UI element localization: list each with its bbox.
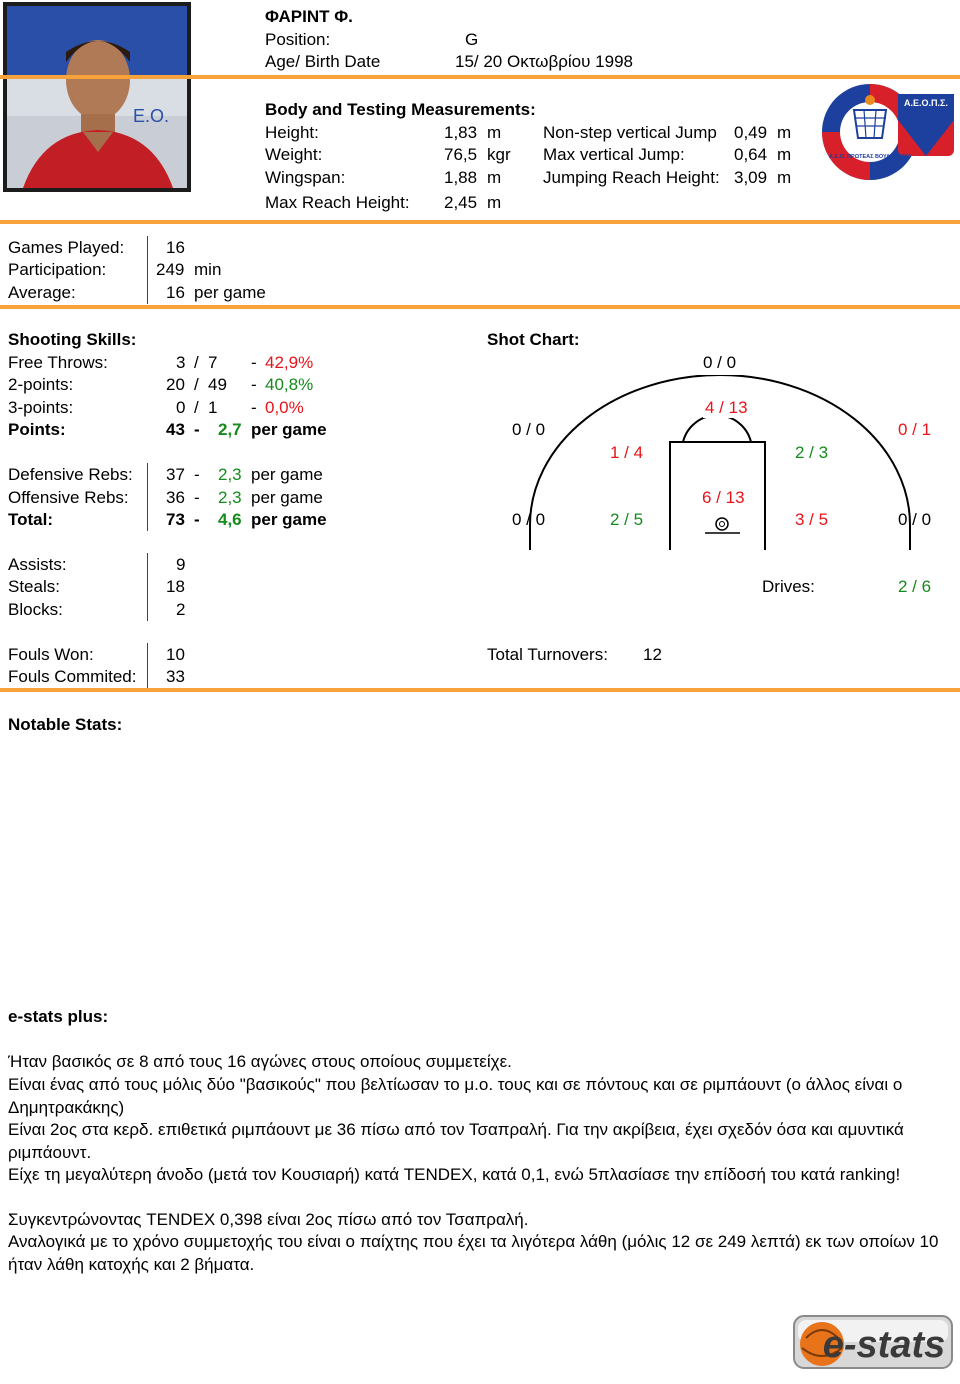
drives-value: 2 / 6 (898, 577, 932, 596)
assists-label: Assists: (8, 555, 67, 574)
points-total: 43 (166, 420, 185, 439)
total-rebs-label: Total: (8, 510, 54, 529)
jump-reach-unit: m (777, 168, 792, 187)
shot-chart-title: Shot Chart: (487, 330, 580, 349)
free-throws-att: 7 (208, 353, 218, 372)
free-throws-pct: 42,9% (265, 353, 314, 372)
max-jump-value: 0,64 (734, 145, 768, 164)
reach-value: 2,45 (444, 193, 478, 212)
nonstep-jump-value: 0,49 (734, 123, 768, 142)
nonstep-jump-label: Non-step vertical Jump (543, 123, 717, 142)
two-points-made: 20 (166, 375, 185, 394)
blocks-label: Blocks: (8, 600, 63, 619)
wingspan-value: 1,88 (444, 168, 478, 187)
three-points-label: 3-points: (8, 398, 74, 417)
player-photo (3, 2, 191, 192)
zone-right-base: 3 / 5 (795, 510, 829, 529)
rim (716, 518, 728, 530)
two-points-att: 49 (208, 375, 227, 394)
total-rebs-total: 73 (166, 510, 185, 529)
off-rebs-label: Offensive Rebs: (8, 488, 129, 507)
estats-note: Είχε τη μεγαλύτερη άνοδο (μετά τον Κουσιαρή) κατά TENDEX, κατά 0,1, ενώ 5πλασίασε την επίδοσή του κατά ranking! (8, 1165, 901, 1184)
team-logo-text-top: Α.Ε.Ο.Π.Σ. (904, 98, 948, 108)
def-rebs-dash: - (194, 465, 200, 484)
off-rebs-dash: - (194, 488, 200, 507)
points-label: Points: (8, 420, 66, 439)
assists-value: 9 (176, 555, 186, 574)
max-jump-label: Max vertical Jump: (543, 145, 685, 164)
off-rebs-avg: 2,3 (218, 488, 242, 507)
reach-label: Max Reach Height: (265, 193, 410, 212)
participation-unit: min (194, 260, 222, 279)
free-throws-dash: - (251, 353, 257, 372)
birth-value: 15/ 20 Οκτωβρίου 1998 (455, 52, 633, 71)
estats-note: Είναι ένας από τους μόλις δύο "βασικούς" που βελτίωσαν το μ.ο. τους και σε πόντους και σε ριμπάουντ (ο άλλος είναι ο Δημητρακάκης) (8, 1075, 903, 1117)
shooting-title: Shooting Skills: (8, 330, 137, 349)
weight-value: 76,5 (444, 145, 478, 164)
games-played-label: Games Played: (8, 238, 125, 257)
free-throws-made: 3 (176, 353, 186, 372)
estats-note: Συγκεντρώνοντας TENDEX 0,398 είναι 2ος πίσω από τον Τσαπραλή. (8, 1210, 529, 1229)
measurements-title: Body and Testing Measurements: (265, 100, 536, 119)
zone-left-corner-lower: 0 / 0 (512, 510, 546, 529)
estats-logo-text: e-stats (822, 1324, 946, 1366)
wingspan-unit: m (487, 168, 502, 187)
column-separator (147, 553, 148, 621)
turnovers-value: 12 (643, 645, 662, 664)
two-points-dash: - (251, 375, 257, 394)
turnovers-label: Total Turnovers: (487, 645, 608, 664)
off-rebs-unit: per game (251, 488, 323, 507)
player-name: ΦΑΡΙΝΤ Φ. (265, 7, 353, 26)
average-unit: per game (194, 283, 266, 302)
points-unit: per game (251, 420, 327, 439)
section-divider (0, 305, 960, 309)
rim-center (720, 522, 725, 527)
def-rebs-label: Defensive Rebs: (8, 465, 133, 484)
zone-left-corner-upper: 0 / 0 (512, 420, 546, 439)
reach-unit: m (487, 193, 502, 212)
total-rebs-unit: per game (251, 510, 327, 529)
photo-text: Ε.Ο. (133, 106, 170, 126)
zone-top: 0 / 0 (703, 353, 737, 372)
column-separator (147, 463, 148, 531)
team-logo-text-bottom: Α.Ε.Ο. ΠΡΩΤΕΑΣ ΒΟΥΛΑΣ 1980 (829, 154, 911, 160)
weight-label: Weight: (265, 145, 323, 164)
fouls-committed-label: Fouls Commited: (8, 667, 137, 686)
off-rebs-total: 36 (166, 488, 185, 507)
participation-label: Participation: (8, 260, 107, 279)
birth-label: Age/ Birth Date (265, 52, 381, 71)
position-label: Position: (265, 30, 331, 49)
wingspan-label: Wingspan: (265, 168, 346, 187)
three-points-sep: / (194, 398, 199, 417)
three-points-att: 1 (208, 398, 218, 417)
estats-logo (792, 1310, 954, 1374)
section-divider (0, 75, 960, 79)
height-label: Height: (265, 123, 319, 142)
section-divider (0, 688, 960, 692)
steals-label: Steals: (8, 577, 60, 596)
estats-plus-title: e-stats plus: (8, 1007, 109, 1026)
two-points-sep: / (194, 375, 199, 394)
free-throws-sep: / (194, 353, 199, 372)
two-points-pct: 40,8% (265, 375, 314, 394)
section-divider (0, 220, 960, 224)
position-value: G (465, 30, 479, 49)
steals-value: 18 (166, 577, 185, 596)
zone-right-corner-upper: 0 / 1 (898, 420, 932, 439)
drives-label: Drives: (762, 577, 815, 596)
zone-right-corner-lower: 0 / 0 (898, 510, 932, 529)
points-avg: 2,7 (218, 420, 242, 439)
def-rebs-unit: per game (251, 465, 323, 484)
average-label: Average: (8, 283, 76, 302)
three-points-made: 0 (176, 398, 186, 417)
zone-paint: 6 / 13 (702, 488, 745, 507)
participation-value: 249 (156, 260, 185, 279)
team-logo (818, 80, 958, 184)
fouls-committed-value: 33 (166, 667, 185, 686)
jump-reach-label: Jumping Reach Height: (543, 168, 720, 187)
column-separator (147, 236, 148, 304)
weight-unit: kgr (487, 145, 511, 164)
def-rebs-avg: 2,3 (218, 465, 242, 484)
two-points-label: 2-points: (8, 375, 74, 394)
height-value: 1,83 (444, 123, 478, 142)
blocks-value: 2 (176, 600, 186, 619)
total-rebs-avg: 4,6 (218, 510, 242, 529)
free-throws-label: Free Throws: (8, 353, 108, 372)
notable-stats-title: Notable Stats: (8, 715, 123, 734)
three-points-pct: 0,0% (265, 398, 304, 417)
three-points-dash: - (251, 398, 257, 417)
average-value: 16 (166, 283, 185, 302)
jump-reach-value: 3,09 (734, 168, 768, 187)
total-rebs-dash: - (194, 510, 200, 529)
games-played-value: 16 (166, 238, 185, 257)
zone-right-mid: 2 / 3 (795, 443, 829, 462)
fouls-won-value: 10 (166, 645, 185, 664)
estats-note: Είναι 2ος στα κερδ. επιθετικά ριμπάουντ με 36 πίσω από τον Τσαπραλή. Για την ακρίβεια, έχει σχεδόν όσα και αμυντικά ριμπάουντ. (8, 1120, 904, 1162)
fouls-won-label: Fouls Won: (8, 645, 94, 664)
zone-top-three: 4 / 13 (705, 398, 748, 417)
max-jump-unit: m (777, 145, 792, 164)
height-unit: m (487, 123, 502, 142)
column-separator (147, 643, 148, 688)
points-dash: - (194, 420, 200, 439)
estats-note: Ήταν βασικός σε 8 από τους 16 αγώνες στους οποίους συμμετείχε. (8, 1052, 512, 1071)
zone-left-base: 2 / 5 (610, 510, 644, 529)
def-rebs-total: 37 (166, 465, 185, 484)
estats-note: Αναλογικά με το χρόνο συμμετοχής του είναι ο παίχτης που έχει τα λιγότερα λάθη (μόλις 12 σε 249 λεπτά) εκ των οποίων 10 ήταν λάθη κατοχής και 2 βήματα. (8, 1232, 939, 1274)
free-throw-arc (683, 415, 751, 442)
zone-left-mid: 1 / 4 (610, 443, 644, 462)
nonstep-jump-unit: m (777, 123, 792, 142)
